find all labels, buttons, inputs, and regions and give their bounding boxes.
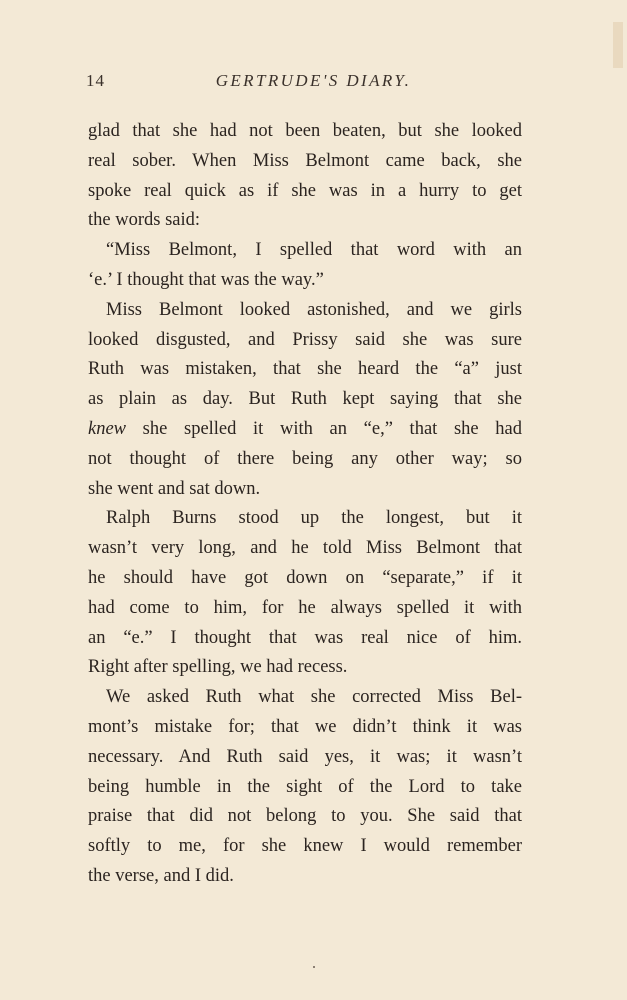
text-line: as plain as day. But Ruth kept saying that she	[88, 389, 522, 410]
text-line: Ruth was mistaken, that she heard the “a” just	[88, 359, 522, 380]
text-line: she went and sat down.	[88, 478, 261, 499]
text-line: softly to me, for she knew I would remember	[88, 836, 522, 857]
text-line: being humble in the sight of the Lord to take	[88, 776, 522, 797]
text-line: had come to him, for he always spelled it with	[88, 597, 522, 618]
text-line: We asked Ruth what she corrected Miss Bel-	[106, 687, 522, 708]
text-line: Miss Belmont looked astonished, and we girls	[106, 299, 522, 320]
text-line: glad that she had not been beaten, but she looked	[88, 121, 522, 141]
body-text	[88, 117, 522, 892]
text-line: praise that did not belong to you. She said that	[88, 806, 522, 827]
text-segment: she spelled it with an “e,” that she had	[126, 418, 522, 439]
page-edge-smudge	[613, 22, 623, 68]
text-line: Right after spelling, we had recess.	[88, 657, 348, 678]
text-line: spoke real quick as if she was in a hurry to get	[88, 180, 522, 201]
text-line	[88, 415, 522, 445]
text-line: the verse, and I did.	[88, 865, 234, 886]
page-number: 14	[86, 71, 105, 90]
text-line: he should have got down on “separate,” if it	[88, 567, 522, 588]
text-line: “Miss Belmont, I spelled that word with an	[106, 240, 522, 261]
page-mark	[313, 966, 315, 968]
running-head: GERTRUDE'S DIARY.	[215, 71, 412, 90]
emphasized-word: knew	[88, 418, 127, 439]
text-line: real sober. When Miss Belmont came back, she	[88, 150, 522, 171]
text-line: looked disgusted, and Prissy said she was sure	[88, 329, 522, 350]
text-line: not thought of there being any other way; so	[88, 448, 522, 469]
text-line: necessary. And Ruth said yes, it was; it wasn’t	[88, 746, 522, 767]
text-line: Ralph Burns stood up the longest, but it	[106, 508, 522, 529]
text-line: ‘e.’ I thought that was the way.”	[88, 269, 324, 290]
text-line: an “e.” I thought that was real nice of him.	[88, 627, 522, 648]
text-line: the words said:	[88, 210, 201, 231]
text-line: mont’s mistake for; that we didn’t think it was	[88, 716, 522, 737]
text-line: wasn’t very long, and he told Miss Belmont that	[88, 538, 522, 559]
